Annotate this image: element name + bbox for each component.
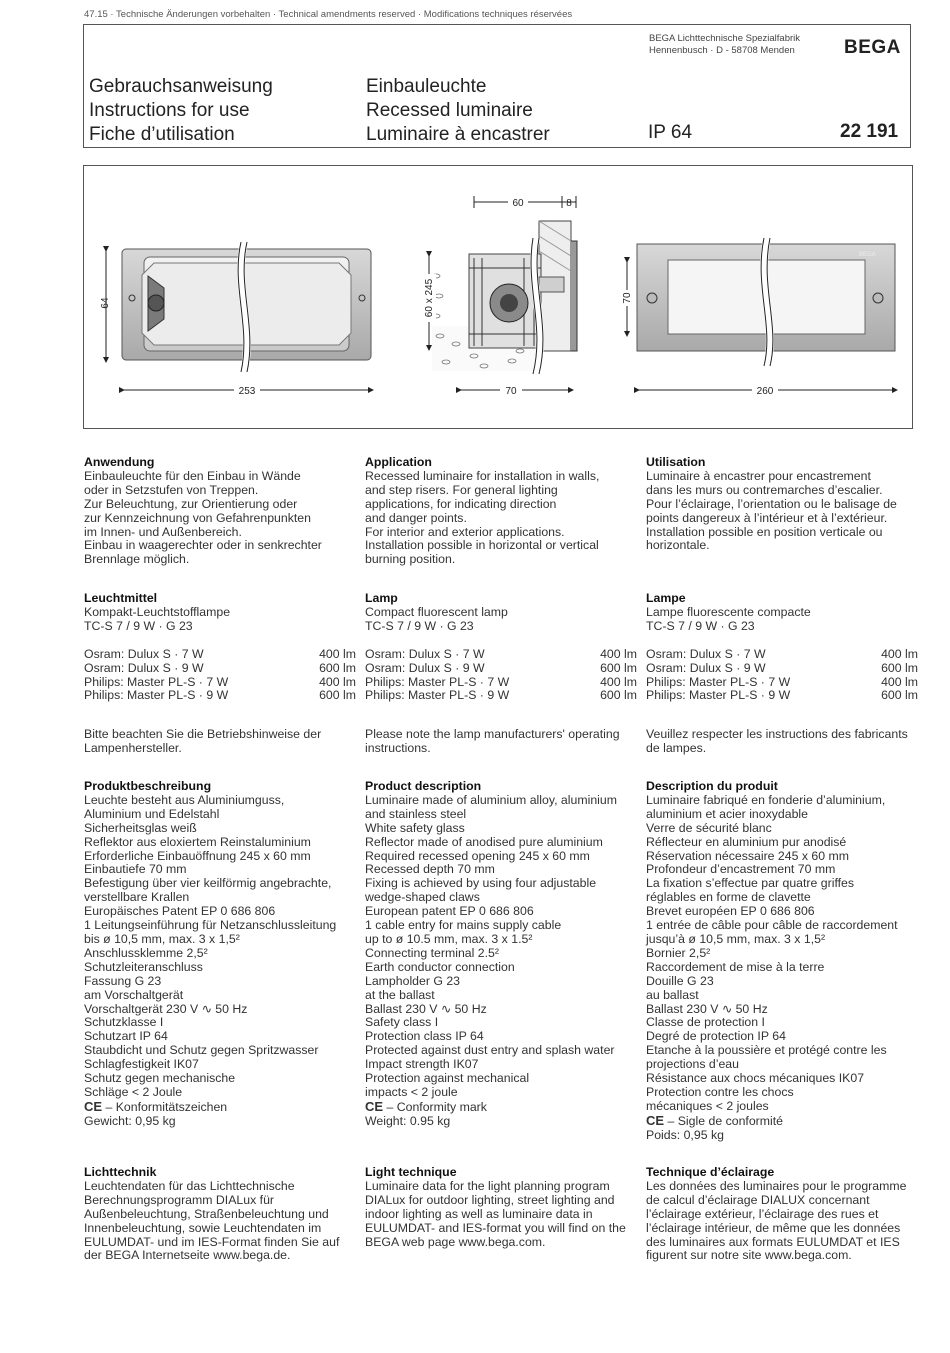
text-line: 1 cable entry for mains supply cable (365, 918, 562, 933)
lamp-row (365, 662, 637, 676)
text-line: DIALux for outdoor lighting, street lighting and (365, 1192, 615, 1207)
lamp-name: Osram: Dulux S · 7 W (646, 646, 766, 661)
dim-60-top: 60 (512, 198, 524, 209)
drawing-svg (84, 166, 914, 430)
conformity-line (365, 1100, 637, 1115)
text-line: Luminaire data for the light planning program (365, 1178, 610, 1193)
text-line: Réservation nécessaire 245 x 60 mm (646, 848, 849, 863)
text-line: points dangereux à l’intérieur et à l’extérieur. (646, 510, 888, 525)
ce-mark-icon: CE (84, 1098, 103, 1114)
lamp-section (365, 592, 637, 756)
text-line: Installation possible in horizontal or vertical (365, 538, 599, 553)
lumen-value: 400 lm (881, 646, 918, 661)
company-name: BEGA Lichttechnische Spezialfabrik (649, 33, 801, 44)
text-line: Please note the lamp manufacturers' operating (365, 727, 620, 742)
text-line: EULUMDAT- und im IES-Format finden Sie auf (84, 1234, 340, 1249)
dim-253: 253 (238, 386, 256, 397)
brand-logo: BEGA (844, 37, 901, 58)
lumen-value: 400 lm (881, 674, 918, 689)
text-line: de lampes. (646, 741, 707, 756)
text-line: l’éclairage intérieur, de même que les données (646, 1220, 901, 1235)
text-line: Degré de protection IP 64 (646, 1029, 786, 1044)
text-line: Compact fluorescent lamp (365, 604, 508, 619)
text-line: burning position. (365, 552, 456, 567)
text-line: instructions. (365, 741, 431, 756)
conformity-text: – Conformity mark (383, 1099, 487, 1114)
text-line: Leuchte besteht aus Aluminiumguss, (84, 792, 285, 807)
lumen-value: 600 lm (319, 660, 356, 675)
text-line: Fassung G 23 (84, 973, 162, 988)
product-section (646, 780, 918, 1143)
lamp-name: Philips: Master PL-S · 7 W (84, 674, 229, 689)
text-line: Reflektor aus eloxiertem Reinstaluminium (84, 834, 311, 849)
section-heading: Light technique (365, 1165, 457, 1179)
lamp-name: Philips: Master PL-S · 7 W (646, 674, 791, 689)
conformity-line (84, 1100, 356, 1115)
dim-8: 8 (566, 198, 572, 209)
text-line: Luminaire fabriqué en fonderie d’aluminium, (646, 792, 886, 807)
application-section (646, 456, 918, 553)
text-line: Ballast 230 V ∿ 50 Hz (646, 1001, 768, 1016)
lamp-name: Osram: Dulux S · 9 W (646, 660, 766, 675)
plate-bega-mark: BEGA (859, 252, 876, 258)
text-line: Protection class IP 64 (365, 1029, 484, 1044)
lamp-row (646, 648, 918, 662)
text-line: Lampenhersteller. (84, 741, 182, 756)
text-line: Schutzleiteranschluss (84, 959, 203, 974)
text-line: verstellbare Krallen (84, 890, 190, 905)
text-line: White safety glass (365, 820, 465, 835)
text-line: applications, for indicating direction (365, 496, 557, 511)
text-line: Résistance aux chocs mécaniques IK07 (646, 1071, 865, 1086)
text-line: Ballast 230 V ∿ 50 Hz (365, 1001, 487, 1016)
text-line: Verre de sécurité blanc (646, 820, 772, 835)
application-section (365, 456, 637, 567)
conformity-text: – Sigle de conformité (664, 1113, 783, 1128)
product-titles (366, 75, 550, 147)
document-header (83, 24, 911, 148)
text-line: mécaniques < 2 joules (646, 1098, 769, 1113)
technical-drawing (83, 165, 913, 429)
text-line: Douille G 23 (646, 973, 714, 988)
text-line: Profondeur d’encastrement 70 mm (646, 862, 836, 877)
text-line: impacts < 2 joule (365, 1084, 458, 1099)
dim-64: 64 (100, 297, 111, 309)
text-line: Recessed depth 70 mm (365, 862, 495, 877)
section-heading: Utilisation (646, 455, 706, 469)
text-line: TC-S 7 / 9 W · G 23 (646, 618, 755, 633)
light-technique-section (365, 1166, 637, 1249)
company-location: Hennenbusch · D - 58708 Menden (649, 45, 795, 56)
text-line: Bitte beachten Sie die Betriebshinweise der (84, 727, 322, 742)
lamp-row (646, 676, 918, 690)
text-line: BEGA web page www.bega.com. (365, 1234, 546, 1249)
lumen-value: 600 lm (881, 660, 918, 675)
section-heading: Lichttechnik (84, 1165, 157, 1179)
text-line: Einbauleuchte für den Einbau in Wände (84, 468, 301, 483)
lumen-value: 400 lm (319, 674, 356, 689)
text-line: Installation possible en position verticale ou (646, 524, 883, 539)
lamp-row (84, 676, 356, 690)
text-line: wedge-shaped claws (365, 890, 480, 905)
text-line: Lampholder G 23 (365, 973, 461, 988)
section-heading: Produktbeschreibung (84, 779, 212, 793)
text-line: Sicherheitsglas weiß (84, 820, 197, 835)
text-line: Berechnungsprogramm DIALux für (84, 1192, 275, 1207)
lamp-section (84, 592, 356, 756)
text-line: Europäisches Patent EP 0 686 806 (84, 904, 276, 919)
text-line: zur Kennzeichnung von Gefahrenpunkten (84, 510, 311, 525)
lumen-value: 400 lm (600, 646, 637, 661)
text-line: Luminaire à encastrer pour encastrement (646, 468, 871, 483)
text-line: Recessed luminaire for installation in walls, (365, 468, 600, 483)
text-line: Innenbeleuchtung, sowie Leuchtendaten im (84, 1220, 322, 1235)
text-line: and stainless steel (365, 806, 467, 821)
text-line: bis ø 10,5 mm, max. 3 x 1,5² (84, 931, 240, 946)
dim-260: 260 (756, 386, 774, 397)
section-heading: Lamp (365, 591, 398, 605)
text-line: au ballast (646, 987, 699, 1002)
section-heading: Application (365, 455, 432, 469)
ce-mark-icon: CE (646, 1112, 665, 1128)
text-line: Erforderliche Einbauöffnung 245 x 60 mm (84, 848, 311, 863)
weight: Gewicht: 0,95 kg (84, 1113, 176, 1128)
text-line: Einbau in waagerechter oder in senkrechter (84, 538, 322, 553)
housing-section-view (422, 196, 577, 397)
lumen-value: 400 lm (600, 674, 637, 689)
title-de: Gebrauchsanweisung (89, 76, 273, 97)
section-heading: Technique d’éclairage (646, 1165, 775, 1179)
text-line: Safety class I (365, 1015, 439, 1030)
section-heading: Description du produit (646, 779, 778, 793)
text-line: Les données des luminaires pour le programme (646, 1178, 907, 1193)
application-section (84, 456, 356, 567)
lamp-row (365, 689, 637, 703)
light-technique-section (646, 1166, 918, 1263)
text-line: Außenbeleuchtung, Straßenbeleuchtung und (84, 1206, 329, 1221)
lamp-row (84, 689, 356, 703)
section-heading: Anwendung (84, 455, 155, 469)
text-line: im Innen- und Außenbereich. (84, 524, 242, 539)
text-line: der BEGA Internetseite www.bega.de. (84, 1248, 291, 1263)
text-line: de calcul d’éclairage DIALUX concernant (646, 1192, 870, 1207)
text-line: For interior and exterior applications. (365, 524, 565, 539)
lumen-value: 400 lm (319, 646, 356, 661)
text-line: Protected against dust entry and splash water (365, 1043, 615, 1058)
lamp-name: Philips: Master PL-S · 7 W (365, 674, 510, 689)
dim-70-height: 70 (622, 292, 633, 304)
product-title-de: Einbauleuchte (366, 76, 487, 97)
text-line: Vorschaltgerät 230 V ∿ 50 Hz (84, 1001, 248, 1016)
text-line: Protection against mechanical (365, 1071, 530, 1086)
section-heading: Leuchtmittel (84, 591, 158, 605)
text-line: up to ø 10.5 mm, max. 3 x 1.5² (365, 931, 533, 946)
text-line: Required recessed opening 245 x 60 mm (365, 848, 590, 863)
lamp-row (84, 648, 356, 662)
text-line: Einbautiefe 70 mm (84, 862, 187, 877)
text-line: Schutz gegen mechanische (84, 1071, 236, 1086)
housing-front-view (100, 242, 371, 397)
text-line: Raccordement de mise à la terre (646, 959, 825, 974)
text-line: oder in Setzstufen von Treppen. (84, 482, 259, 497)
lamp-name: Philips: Master PL-S · 9 W (84, 688, 229, 703)
text-line: 1 Leitungseinführung für Netzanschlussleitung (84, 918, 337, 933)
lumen-value: 600 lm (881, 688, 918, 703)
text-line: TC-S 7 / 9 W · G 23 (84, 618, 193, 633)
text-line: at the ballast (365, 987, 435, 1002)
text-line: Aluminium und Edelstahl (84, 806, 220, 821)
lamp-row (365, 676, 637, 690)
weight: Weight: 0.95 kg (365, 1113, 451, 1128)
text-line: Brennlage möglich. (84, 552, 190, 567)
text-line: EULUMDAT- and IES-format you will find on the (365, 1220, 626, 1235)
article-number: 22 191 (840, 121, 899, 142)
text-line: Schlagfestigkeit IK07 (84, 1057, 199, 1072)
text-line: Etanche à la poussière et protégé contre les (646, 1043, 887, 1058)
text-line: aluminium et acier inoxydable (646, 806, 808, 821)
lamp-name: Osram: Dulux S · 7 W (84, 646, 204, 661)
lamp-name: Osram: Dulux S · 9 W (365, 660, 485, 675)
lumen-value: 600 lm (600, 660, 637, 675)
lamp-row (84, 662, 356, 676)
product-section (84, 780, 356, 1129)
product-section (365, 780, 637, 1129)
weight: Poids: 0,95 kg (646, 1127, 724, 1142)
text-line: La fixation s’effectue par quatre griffes (646, 876, 855, 891)
lamp-name: Osram: Dulux S · 9 W (84, 660, 204, 675)
product-title-en: Recessed luminaire (366, 100, 533, 121)
text-line: and danger points. (365, 510, 467, 525)
product-title-fr: Luminaire à encastrer (366, 124, 550, 145)
text-line: TC-S 7 / 9 W · G 23 (365, 618, 474, 633)
text-line: horizontale. (646, 538, 710, 553)
lamp-name: Osram: Dulux S · 7 W (365, 646, 485, 661)
lamp-row (646, 662, 918, 676)
conformity-line (646, 1114, 918, 1129)
section-heading: Product description (365, 779, 482, 793)
text-line: Befestigung über vier keilförmig angebrachte, (84, 876, 332, 891)
text-line: indoor lighting as well as luminaire data in (365, 1206, 593, 1221)
text-line: Impact strength IK07 (365, 1057, 479, 1072)
conformity-text: – Konformitätszeichen (102, 1099, 228, 1114)
text-line: and step risers. For general lighting (365, 482, 558, 497)
text-line: Brevet européen EP 0 686 806 (646, 904, 815, 919)
text-line: Leuchtendaten für das Lichttechnische (84, 1178, 295, 1193)
text-line: Bornier 2,5² (646, 945, 711, 960)
lamp-name: Philips: Master PL-S · 9 W (646, 688, 791, 703)
text-line: Earth conductor connection (365, 959, 515, 974)
text-line: am Vorschaltgerät (84, 987, 184, 1002)
dim-70-depth: 70 (505, 386, 517, 397)
title-fr: Fiche d’utilisation (89, 124, 235, 145)
dim-60x245: 60 x 245 (424, 278, 435, 318)
text-line: Staubdicht und Schutz gegen Spritzwasser (84, 1043, 319, 1058)
text-line: figurent sur notre site www.bega.com. (646, 1248, 852, 1263)
text-line: dans les murs ou contremarches d’escalier. (646, 482, 883, 497)
lumen-value: 600 lm (319, 688, 356, 703)
text-line: Luminaire made of aluminium alloy, aluminium (365, 792, 617, 807)
text-line: Pour l’éclairage, l’orientation ou le balisage de (646, 496, 897, 511)
text-line: des luminaires aux formats EULUMDAT et IES (646, 1234, 900, 1249)
text-line: Classe de protection I (646, 1015, 765, 1030)
lamp-row (646, 689, 918, 703)
text-line: Anschlussklemme 2,5² (84, 945, 208, 960)
text-line: réglables en forme de clavette (646, 890, 811, 905)
company-address (649, 33, 800, 57)
text-line: Reflector made of anodised pure aluminium (365, 834, 603, 849)
text-line: Réflecteur en aluminium pur anodisé (646, 834, 847, 849)
text-line: Kompakt-Leuchtstofflampe (84, 604, 231, 619)
lamp-name: Philips: Master PL-S · 9 W (365, 688, 510, 703)
text-line: Protection contre les chocs (646, 1084, 794, 1099)
text-line: Schutzart IP 64 (84, 1029, 168, 1044)
amendment-note: 47.15 · Technische Änderungen vorbehalten · Technical amendments reserved · Modifications techniques réservées (84, 9, 573, 20)
lamp-row (365, 648, 637, 662)
ce-mark-icon: CE (365, 1098, 384, 1114)
cover-plate-view (620, 238, 895, 397)
text-line: Schutzklasse I (84, 1015, 164, 1030)
text-line: Connecting terminal 2.5² (365, 945, 499, 960)
lumen-value: 600 lm (600, 688, 637, 703)
text-line: Veuillez respecter les instructions des fabricants (646, 727, 908, 742)
text-line: l’éclairage extérieur, l’éclairage des rues et (646, 1206, 879, 1221)
text-line: 1 entrée de câble pour câble de raccordement (646, 918, 898, 933)
text-line: European patent EP 0 686 806 (365, 904, 534, 919)
title-en: Instructions for use (89, 100, 250, 121)
text-line: projections d’eau (646, 1057, 739, 1072)
document-type-titles (89, 75, 273, 147)
text-line: Zur Beleuchtung, zur Orientierung oder (84, 496, 298, 511)
text-line: Lampe fluorescente compacte (646, 604, 811, 619)
light-technique-section (84, 1166, 356, 1263)
lamp-section (646, 592, 918, 756)
text-line: jusqu’à ø 10,5 mm, max. 3 x 1,5² (646, 931, 826, 946)
text-line: Schläge < 2 Joule (84, 1084, 183, 1099)
text-line: Fixing is achieved by using four adjustable (365, 876, 597, 891)
ip-rating: IP 64 (648, 122, 693, 143)
section-heading: Lampe (646, 591, 686, 605)
